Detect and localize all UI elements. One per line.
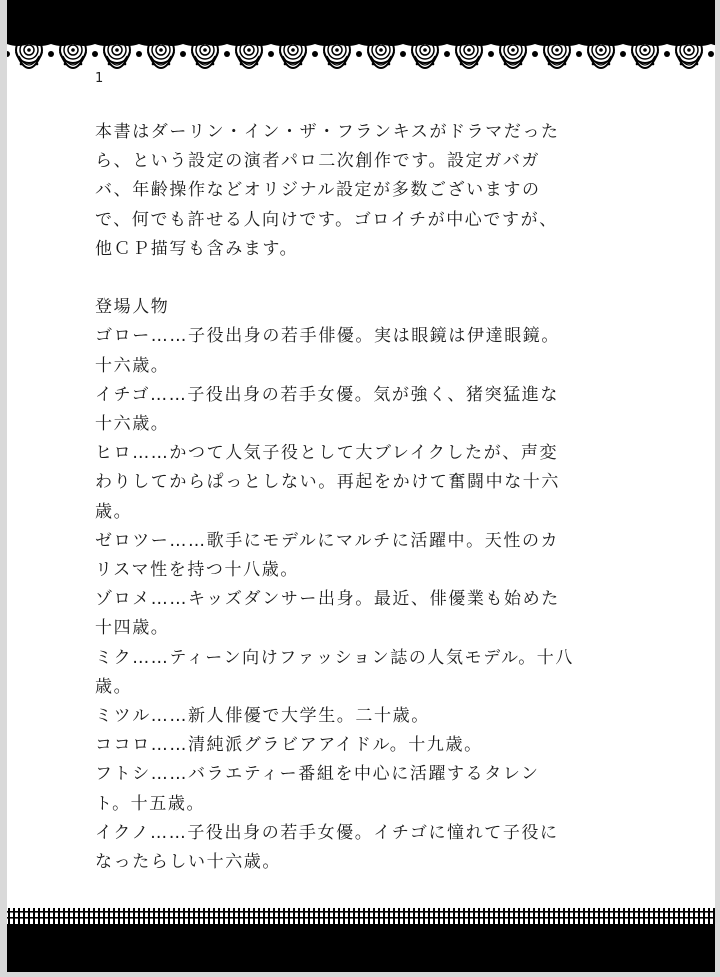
characters-heading: 登場人物 bbox=[95, 297, 170, 318]
character-entry: ゴロー……子役出身の若手俳優。実は眼鏡は伊達眼鏡。十六歳。 bbox=[95, 326, 560, 376]
character-entry: フトシ……バラエティー番組を中心に活躍するタレント。十五歳。 bbox=[95, 764, 540, 814]
character-entry: ミク……ティーン向けファッション誌の人気モデル。十八歳。 bbox=[95, 647, 575, 697]
character-entry: ゾロメ……キッズダンサー出身。最近、俳優業も始めた十四歳。 bbox=[95, 589, 560, 639]
bottom-black-band bbox=[7, 924, 715, 972]
character-entry: ゼロツー……歌手にモデルにマルチに活躍中。天性のカリスマ性を持つ十八歳。 bbox=[95, 530, 560, 581]
character-entry: ミツル……新人俳優で大学生。二十歳。 bbox=[95, 706, 430, 727]
character-entry: ココロ……清純派グラビアアイドル。十九歳。 bbox=[95, 735, 483, 756]
lace-border-top bbox=[7, 34, 715, 74]
manuscript-page bbox=[7, 0, 715, 972]
character-entry: イチゴ……子役出身の若手女優。気が強く、猪突猛進な十六歳。 bbox=[95, 384, 559, 435]
manuscript-body bbox=[95, 118, 575, 877]
blank-line bbox=[95, 264, 575, 293]
character-entry: ヒロ……かつて人気子役として大ブレイクしたが、声変わりしてからぱっとしない。再起をかけて奮闘中な十六歳。 bbox=[95, 443, 560, 522]
page-number: 1 bbox=[95, 71, 104, 86]
character-entry: イクノ……子役出身の若手女優。イチゴに憧れて子役になったらしい十六歳。 bbox=[95, 822, 559, 873]
top-black-band bbox=[7, 0, 715, 34]
lace-border-bottom bbox=[7, 906, 715, 924]
intro-paragraph: 本書はダーリン・イン・ザ・フランキスがドラマだったら、という設定の演者パロ二次創作です。設定ガバガバ、年齢操作などオリジナル設定が多数ございますので、何でも許せる人向けです。ゴロイチが中心ですが、他ＣＰ描写も含みます。 bbox=[95, 122, 560, 259]
